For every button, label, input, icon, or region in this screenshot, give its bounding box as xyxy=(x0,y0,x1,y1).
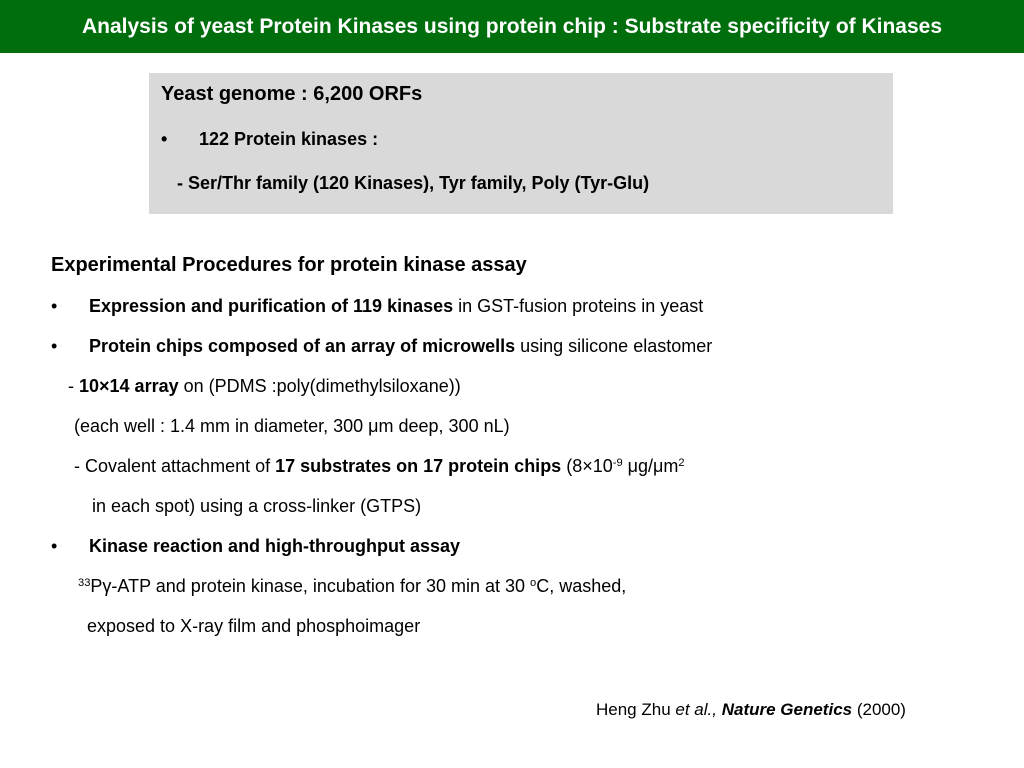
procedure-item-chips: • Protein chips composed of an array of microwells using silicone elastomer xyxy=(51,336,713,356)
procedure-subitem-crosslinker: in each spot) using a cross-linker (GTPS) xyxy=(92,496,422,516)
citation-etal: et al., xyxy=(675,700,717,719)
kinases-text: 122 Protein kinases : xyxy=(199,129,379,149)
procedures-title: Experimental Procedures for protein kinase assay xyxy=(51,254,527,276)
procedure-item-expression: • Expression and purification of 119 kinases in GST-fusion proteins in yeast xyxy=(51,296,704,316)
bullet-icon: • xyxy=(51,536,58,556)
procedure-subitem-exposure: exposed to X-ray film and phosphoimager xyxy=(87,616,421,636)
procedure-subitem-incubation: $^{33}$Pγ-ATP and protein kinase, incubation for 30 min at 30 $^o$C, washed, xyxy=(78,576,627,596)
bullet-icon: • xyxy=(51,336,58,356)
procedure-subitem-attachment: - Covalent attachment of 17 substrates on 17 protein chips ($8\times 10^{-9}$ $\mu g/\mu m^2$ xyxy=(74,456,685,476)
bullet-icon: • xyxy=(161,129,168,149)
bullet-icon: • xyxy=(51,296,58,316)
genome-heading: Yeast genome : 6,200 ORFs xyxy=(161,83,423,105)
procedure-subitem-well: (each well : 1.4 mm in diameter, 300 μm deep, 300 nL) xyxy=(74,416,510,436)
citation xyxy=(596,700,906,720)
citation-journal: Nature Genetics xyxy=(721,700,853,719)
procedure-subitem-array: - 10×14 array on (PDMS :poly(dimethylsiloxane)) xyxy=(68,376,461,396)
summary-box xyxy=(149,73,893,214)
kinases-bullet xyxy=(161,129,378,150)
slide-title-bar xyxy=(0,0,1024,53)
slide-title: Analysis of yeast Protein Kinases using protein chip : Substrate specificity of Kinases xyxy=(81,15,943,38)
kinase-families-text: - Ser/Thr family (120 Kinases), Tyr family, Poly (Tyr-Glu) xyxy=(177,173,650,193)
procedure-item-reaction: • Kinase reaction and high-throughput assay xyxy=(51,536,461,556)
citation-year: (2000) xyxy=(852,700,906,719)
citation-authors: Heng Zhu xyxy=(596,700,676,719)
